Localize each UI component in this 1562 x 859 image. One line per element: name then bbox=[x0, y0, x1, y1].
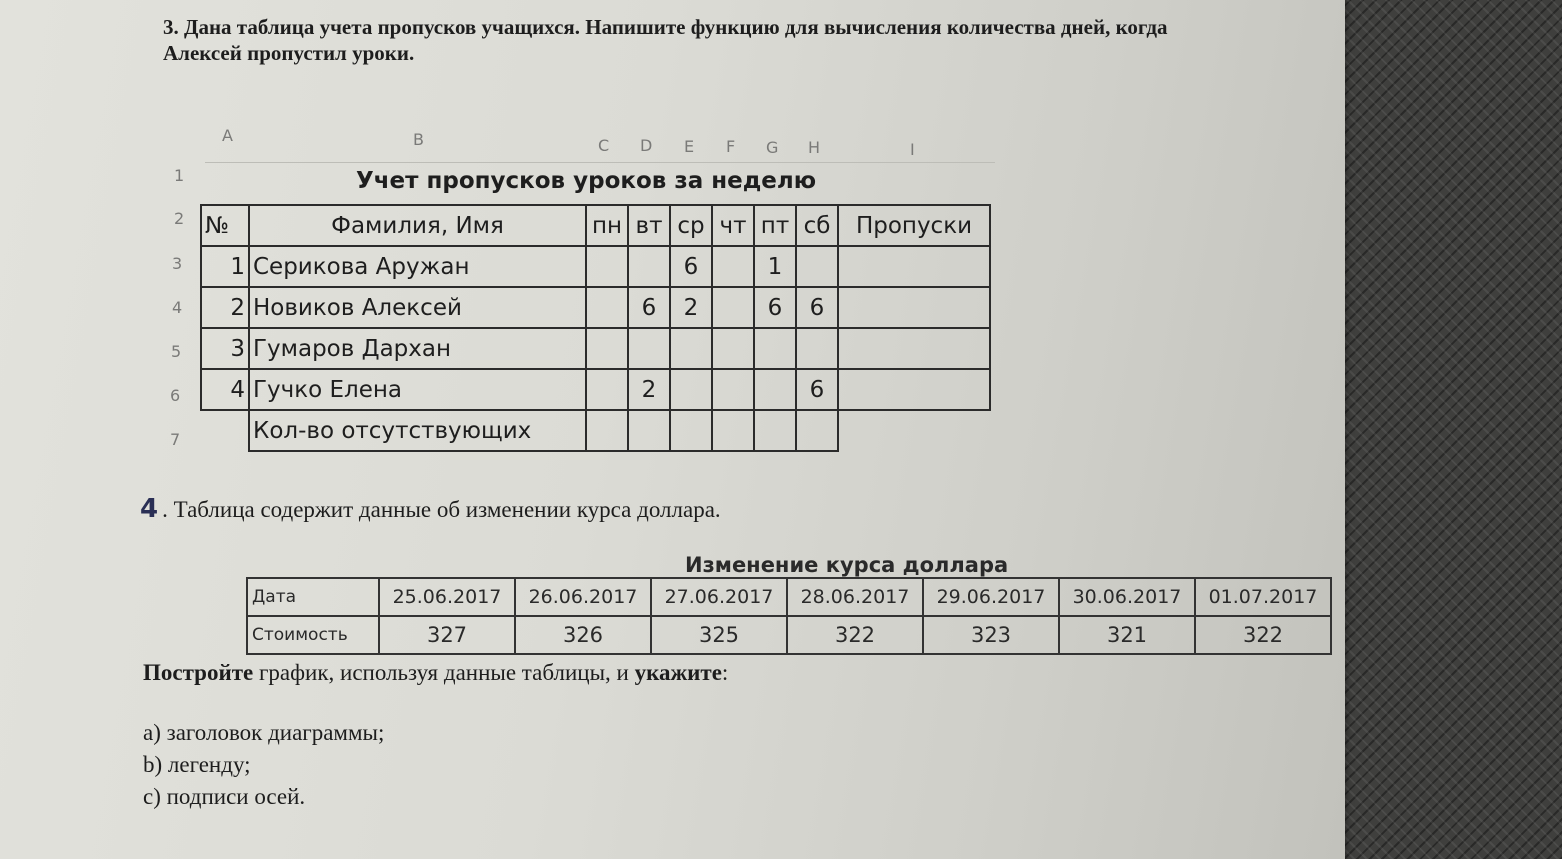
fri-cell bbox=[754, 369, 796, 410]
absent-thu bbox=[712, 410, 754, 451]
value-cell: 325 bbox=[651, 616, 787, 654]
column-header-a: A bbox=[222, 126, 233, 145]
thu-cell bbox=[712, 369, 754, 410]
empty-cell bbox=[201, 410, 249, 451]
value-label: Стоимость bbox=[247, 616, 379, 654]
option-b: b) легенду; bbox=[143, 752, 251, 777]
row-header-4: 4 bbox=[172, 298, 183, 317]
thu-cell bbox=[712, 328, 754, 369]
tue-cell bbox=[628, 328, 670, 369]
date-cell: 28.06.2017 bbox=[787, 578, 923, 616]
tue-cell: 2 bbox=[628, 369, 670, 410]
student-name: Гумаров Дархан bbox=[249, 328, 586, 369]
date-label: Дата bbox=[247, 578, 379, 616]
value-cell: 323 bbox=[923, 616, 1059, 654]
task4-statement: . Таблица содержит данные об изменении курса доллара. bbox=[162, 497, 721, 522]
fri-cell: 6 bbox=[754, 287, 796, 328]
absent-wed bbox=[670, 410, 712, 451]
date-cell: 01.07.2017 bbox=[1195, 578, 1331, 616]
header-mon: пн bbox=[586, 205, 628, 246]
date-cell: 25.06.2017 bbox=[379, 578, 515, 616]
absent-mon bbox=[586, 410, 628, 451]
task4-number: 4 bbox=[140, 494, 159, 524]
value-cell: 322 bbox=[787, 616, 923, 654]
attendance-table-title: Учет пропусков уроков за неделю bbox=[356, 168, 817, 194]
absences-cell bbox=[838, 369, 990, 410]
thu-cell bbox=[712, 287, 754, 328]
sat-cell bbox=[796, 246, 838, 287]
task3-title: 3. Дана таблица учета пропусков учащихся. Напишите функцию для вычисления количества дней, когда Алексей пропустил уроки. bbox=[163, 15, 1168, 65]
header-thu: чт bbox=[712, 205, 754, 246]
header-sat: сб bbox=[796, 205, 838, 246]
table-row bbox=[201, 287, 990, 328]
student-name: Гучко Елена bbox=[249, 369, 586, 410]
absences-cell bbox=[838, 246, 990, 287]
mon-cell bbox=[586, 287, 628, 328]
student-num: 3 bbox=[201, 328, 249, 369]
table-row bbox=[201, 328, 990, 369]
build-bold: Постройте bbox=[143, 660, 254, 685]
student-name: Новиков Алексей bbox=[249, 287, 586, 328]
build-instruction bbox=[143, 660, 728, 686]
row-header-1: 1 bbox=[174, 166, 185, 185]
wed-cell: 6 bbox=[670, 246, 712, 287]
date-cell: 29.06.2017 bbox=[923, 578, 1059, 616]
row-header-2: 2 bbox=[174, 209, 185, 228]
build-bold2: укажите bbox=[634, 660, 722, 685]
background-fabric bbox=[1340, 0, 1562, 859]
column-header-c: C bbox=[598, 136, 610, 155]
date-cell: 26.06.2017 bbox=[515, 578, 651, 616]
student-num: 2 bbox=[201, 287, 249, 328]
column-header-h: H bbox=[808, 138, 821, 157]
fri-cell bbox=[754, 328, 796, 369]
row-header-6: 6 bbox=[170, 386, 181, 405]
date-row bbox=[247, 578, 1331, 616]
absences-cell bbox=[838, 287, 990, 328]
absent-tue bbox=[628, 410, 670, 451]
wed-cell bbox=[670, 328, 712, 369]
value-cell: 327 bbox=[379, 616, 515, 654]
thu-cell bbox=[712, 246, 754, 287]
fri-cell: 1 bbox=[754, 246, 796, 287]
column-header-b: B bbox=[413, 130, 424, 149]
tue-cell: 6 bbox=[628, 287, 670, 328]
absent-sat bbox=[796, 410, 838, 451]
row-header-5: 5 bbox=[171, 342, 182, 361]
value-row bbox=[247, 616, 1331, 654]
empty-cell bbox=[838, 410, 990, 451]
student-name: Серикова Аружан bbox=[249, 246, 586, 287]
sat-cell bbox=[796, 328, 838, 369]
value-cell: 322 bbox=[1195, 616, 1331, 654]
attendance-table bbox=[200, 204, 991, 452]
sheet-gridline bbox=[205, 162, 995, 163]
column-header-e: E bbox=[684, 137, 695, 156]
rate-table-title: Изменение курса доллара bbox=[685, 553, 1009, 577]
option-c: c) подписи осей. bbox=[143, 784, 306, 809]
absent-count-label: Кол-во отсутствующих bbox=[249, 410, 586, 451]
wed-cell bbox=[670, 369, 712, 410]
table-row bbox=[201, 369, 990, 410]
value-cell: 321 bbox=[1059, 616, 1195, 654]
option-a: а) заголовок диаграммы; bbox=[143, 720, 385, 745]
date-cell: 30.06.2017 bbox=[1059, 578, 1195, 616]
rate-table bbox=[246, 577, 1332, 655]
header-num: № bbox=[201, 205, 249, 246]
header-row bbox=[201, 205, 990, 246]
sat-cell: 6 bbox=[796, 369, 838, 410]
build-end: : bbox=[721, 660, 729, 685]
absent-fri bbox=[754, 410, 796, 451]
table-row bbox=[201, 246, 990, 287]
header-name: Фамилия, Имя bbox=[249, 205, 586, 246]
mon-cell bbox=[586, 328, 628, 369]
task4-text bbox=[140, 494, 721, 524]
absences-cell bbox=[838, 328, 990, 369]
mon-cell bbox=[586, 246, 628, 287]
header-fri: пт bbox=[754, 205, 796, 246]
date-cell: 27.06.2017 bbox=[651, 578, 787, 616]
sat-cell: 6 bbox=[796, 287, 838, 328]
student-num: 4 bbox=[201, 369, 249, 410]
value-cell: 326 bbox=[515, 616, 651, 654]
mon-cell bbox=[586, 369, 628, 410]
row-header-3: 3 bbox=[172, 254, 183, 273]
header-tue: вт bbox=[628, 205, 670, 246]
row-header-7: 7 bbox=[170, 430, 181, 449]
student-num: 1 bbox=[201, 246, 249, 287]
column-header-g: G bbox=[766, 138, 779, 157]
column-header-f: F bbox=[726, 137, 736, 156]
header-absences: Пропуски bbox=[838, 205, 990, 246]
column-header-d: D bbox=[640, 136, 653, 155]
header-wed: ср bbox=[670, 205, 712, 246]
column-header-i: I bbox=[910, 140, 915, 159]
absent-count-row bbox=[201, 410, 990, 451]
wed-cell: 2 bbox=[670, 287, 712, 328]
build-mid: график, используя данные таблицы, и bbox=[253, 660, 635, 685]
tue-cell bbox=[628, 246, 670, 287]
